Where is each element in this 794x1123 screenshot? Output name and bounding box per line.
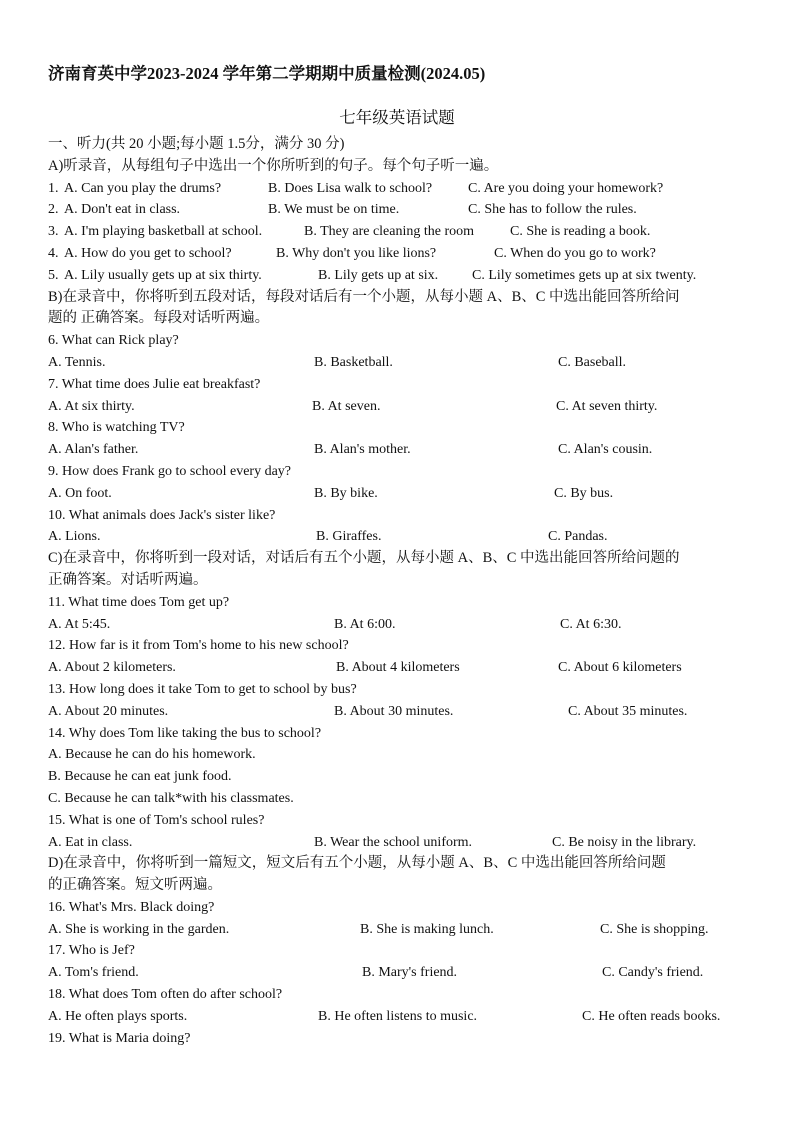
option-b: B. We must be on time. [268,202,400,218]
option-b: B. He often listens to music. [318,1008,478,1024]
option-c: C. She is reading a book. [510,224,651,240]
question-options [48,919,750,941]
option-b: B. Giraffes. [316,529,382,545]
question-options [48,701,750,723]
option-b: B. She is making lunch. [360,921,494,937]
text-line: A)听录音，从每组句子中选出一个你所听到的句子。每个句子听一遍。 [48,157,499,174]
question-options [48,832,750,854]
option-a: A. How do you get to school? [64,245,232,261]
text-line: 的正确答案。短文听两遍。 [48,877,222,894]
option-c: C. At seven thirty. [556,398,658,414]
option-b: B. By bike. [314,485,378,501]
option-a: A. She is working in the garden. [48,921,230,937]
option-b: B. About 4 kilometers [336,660,460,676]
option-b: B. At seven. [312,398,381,414]
option-c: C. At 6:30. [560,616,622,632]
option-c: C. About 35 minutes. [568,703,688,719]
text-line: 16. What's Mrs. Black doing? [48,899,215,915]
question-options [48,1006,750,1028]
option-a: A. Eat in class. [48,834,133,850]
option-b: B. Does Lisa walk to school? [268,180,433,196]
text-line: C)在录音中，你将听到一段对话，对话后有五个小题，从每小题 A、B、C 中选出能回答所给问题的 [48,550,680,567]
option-c: C. By bus. [554,485,614,501]
text-line: 10. What animals does Jack's sister like? [48,507,276,523]
text-line: 7. What time does Julie eat breakfast? [48,376,261,392]
text-line: 一、听力(共 20 小题;每小题 1.5分，满分 30 分) [48,136,345,152]
option-a: A. Alan's father. [48,442,139,458]
option-a: A. About 2 kilometers. [48,660,176,676]
text-line: 14. Why does Tom like taking the bus to school? [48,725,322,741]
option-a: A. Lions. [48,529,101,545]
question-number: 1. [48,180,59,196]
option-c: C. He often reads books. [582,1008,721,1024]
page-title: 七年级英语试题 [339,108,455,127]
question-options [48,439,750,461]
text-line: 9. How does Frank go to school every day? [48,463,292,479]
exam-header: 济南育英中学2023-2024 学年第二学期期中质量检测(2024.05) [48,64,486,83]
option-c: C. Candy's friend. [602,965,704,981]
option-b: B. Basketball. [314,354,393,370]
text-line: A. Because he can do his homework. [48,747,256,763]
question-options [48,199,750,221]
question-options [48,265,750,287]
option-a: A. About 20 minutes. [48,703,169,719]
option-c: C. Alan's cousin. [558,442,653,458]
text-line: 正确答案。对话听两遍。 [48,571,208,588]
option-c: C. About 6 kilometers [558,660,682,676]
text-line: 13. How long does it take Tom to get to school by bus? [48,681,357,697]
question-options [48,614,750,636]
option-a: A. Tennis. [48,354,106,370]
option-b: B. About 30 minutes. [334,703,454,719]
text-line: 11. What time does Tom get up? [48,594,230,610]
option-a: A. I'm playing basketball at school. [64,224,263,240]
question-options [48,178,750,200]
text-line: C. Because he can talk*with his classmates. [48,790,294,806]
question-options [48,243,750,265]
option-b: B. Wear the school uniform. [314,834,473,850]
option-a: A. Lily usually gets up at six thirty. [64,267,262,283]
option-c: C. Baseball. [558,354,627,370]
option-c: C. Be noisy in the library. [552,834,697,850]
option-a: A. At six thirty. [48,398,135,414]
question-options [48,962,750,984]
option-c: C. Lily sometimes gets up at six twenty. [472,267,697,283]
text-line: 8. Who is watching TV? [48,420,185,436]
option-a: A. Don't eat in class. [64,202,181,218]
question-number: 2. [48,202,59,218]
text-line: B)在录音中，你将听到五段对话，每段对话后有一个小题，从每小题 A、B、C 中选出能回答所给问 [48,288,680,305]
option-b: B. Mary's friend. [362,965,458,981]
exam-content [48,134,750,1049]
question-options [48,352,750,374]
text-line: 18. What does Tom often do after school? [48,987,283,1003]
text-line: B. Because he can eat junk food. [48,769,232,785]
question-number: 3. [48,224,59,240]
option-a: A. He often plays sports. [48,1008,188,1024]
text-line: 6. What can Rick play? [48,333,179,349]
text-line: 12. How far is it from Tom's home to his new school? [48,638,349,654]
question-options [48,221,750,243]
text-line: 17. Who is Jef? [48,943,135,959]
option-a: A. Can you play the drums? [64,180,222,196]
question-options [48,483,750,505]
option-b: B. They are cleaning the room [304,224,475,240]
option-a: A. On foot. [48,485,112,501]
text-line: 15. What is one of Tom's school rules? [48,812,265,828]
option-b: B. Why don't you like lions? [276,245,437,261]
question-options [48,396,750,418]
option-c: C. Pandas. [548,529,608,545]
option-b: B. Alan's mother. [314,442,411,458]
text-line: 19. What is Maria doing? [48,1030,191,1046]
option-c: C. She is shopping. [600,921,709,937]
text-line: 题的 正确答案。每段对话听两遍。 [48,310,270,327]
question-number: 5. [48,267,59,283]
question-number: 4. [48,245,59,261]
question-options [48,657,750,679]
text-line: D)在录音中，你将听到一篇短文，短文后有五个小题，从每小题 A、B、C 中选出能回答所给问题 [48,855,666,872]
option-b: B. Lily gets up at six. [318,267,439,283]
option-c: C. Are you doing your homework? [468,180,664,196]
option-a: A. Tom's friend. [48,965,139,981]
option-c: C. When do you go to work? [494,245,656,261]
question-options [48,526,750,548]
option-b: B. At 6:00. [334,616,396,632]
option-a: A. At 5:45. [48,616,111,632]
option-c: C. She has to follow the rules. [468,202,637,218]
